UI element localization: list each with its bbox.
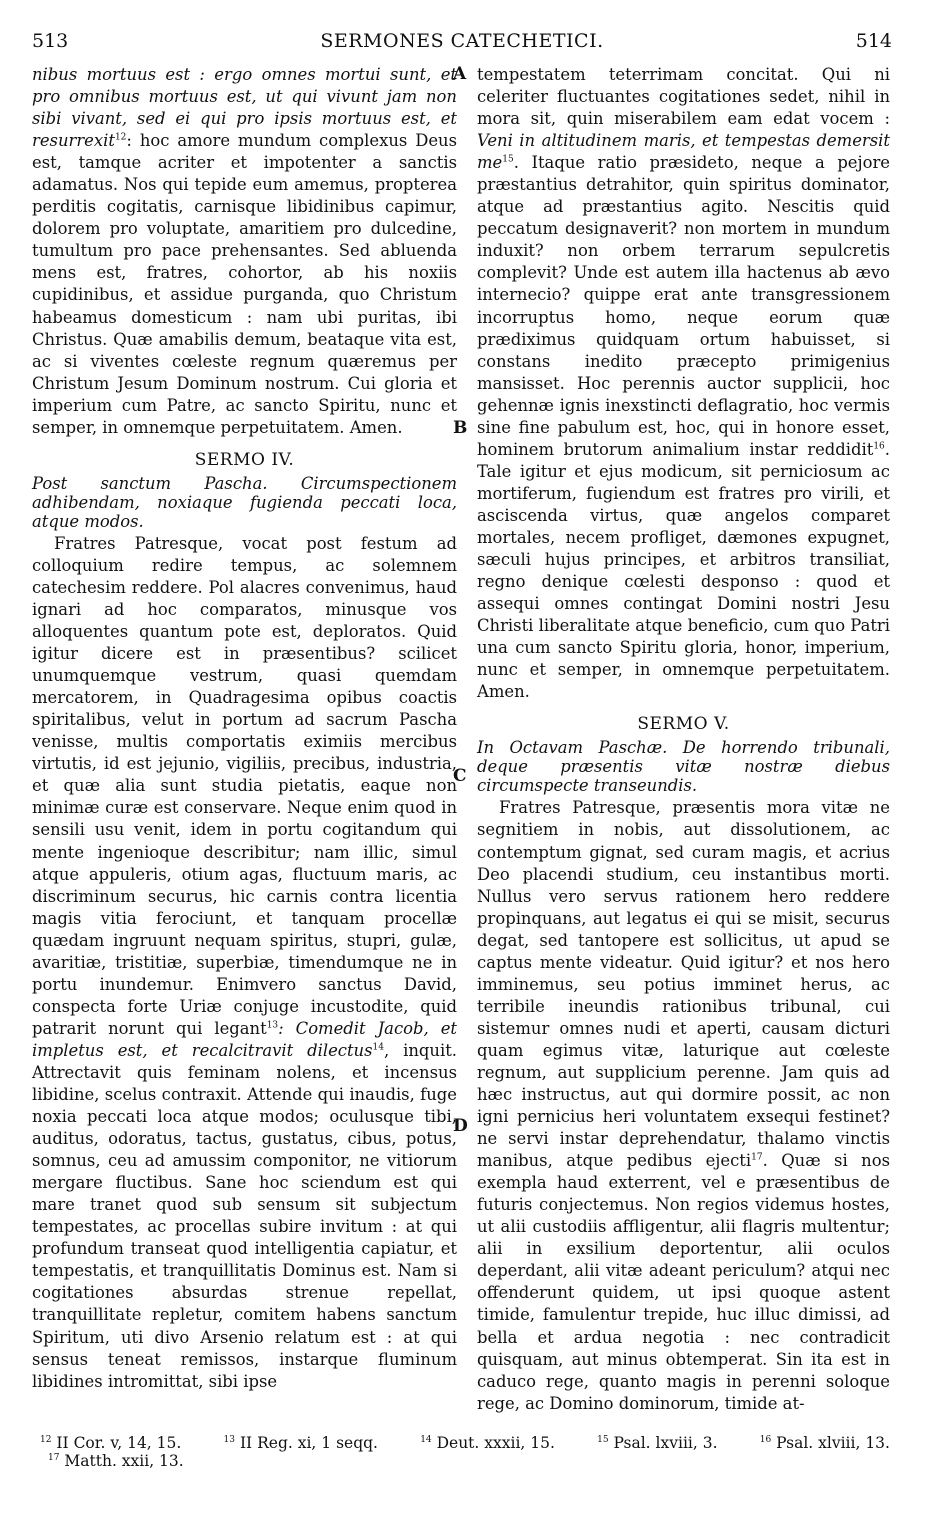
footnote-text: II Reg. xi, 1 seqq. <box>239 1434 378 1452</box>
left-paragraph-2 <box>32 533 457 1393</box>
sermo-v-subtitle: In Octavam Paschæ. De horrendo tribunali, deque præsentis vitæ nostræ diebus circumspecte transeundis. <box>477 738 890 796</box>
left-paragraph-1 <box>32 64 457 439</box>
footnote-15 <box>597 1434 717 1452</box>
body-text: tempestatem teterrimam concitat. Qui ni celeriter fluctuantes cogitationes sedet, nihil in mora sit, quin miserabilem eam edat vocem : <box>477 65 890 129</box>
running-title: SERMONES CATECHETICI. <box>320 30 604 52</box>
footnote-text: Psal. lxviii, 3. <box>613 1434 718 1452</box>
footnote-14 <box>420 1434 555 1452</box>
margin-marker-a: A <box>453 64 467 84</box>
scripture-quote: nibus mortuus est : ergo omnes mortui sunt, et pro omnibus mortuus est, ut qui vivunt jam non sibi vivant, sed ei qui pro ipsis mortuus est, et resurrexit <box>32 65 457 151</box>
body-text: . Tale igitur et ejus modicum, sit perniciosum ac mortiferum, fugiendum est fratres pro virili, et asciscenda virtus, quæ angelos comparet mortales, necem profliget, dæmones expugnet, sæculi hujus principes, et arbitros transiliat, regno denique cœlesti desponso : quod et assequi omnes contingat Domini nostri Jesu Christi liberalitate atque beneficio, cum quo Patri una cum sancto Spiritu gloria, honor, imperium, nunc et semper, in omnemque perpetuitatem. Amen. <box>477 439 890 702</box>
footnote-16 <box>760 1434 890 1452</box>
body-text: Fratres Patresque, præsentis mora vitæ ne segnitiem in nobis, aut dissolutionem, ac contemptum gignat, sed curam magis, et acrius Deo placendi studium, ceu instantibus morti. Nullus vero servus rationem hero reddere propinquans, aut legatus ei qui se misit, securus degat, sed tantopere est sollicitus, ut apud se captus mente videatur. Quid igitur? et nos hero imminemus, seu potius imminet herus, ac terribile ineundis rationibus tribunal, cui sistemur omnes nudi et aperti, causam dicturi quam egimus vitæ, laturique aut cœleste regnum, aut supplicium perenne. Jam quis ad hæc instructus, aut qui dormire possit, ac non igni pernicius heri voluntatem exsequi festinet? ne servi instar deprehendatur, thalamo vinctis manibus, atque pedibus ejecti <box>477 798 890 1171</box>
footnote-text: Matth. xxii, 13. <box>64 1452 184 1470</box>
running-header <box>32 30 892 62</box>
body-text: . Itaque ratio præsideto, neque a pejore præstantius detrahitor, quin spiritus dominator, atque ad præstantius agito. Nescitis quid peccatum designaverit? non mortem in mundum induxit? non orbem terrarum sepulcretis complevit? Unde est autem illa hactenus ab ævo internecio? quippe erat ante transgressionem incorruptus homo, neque eorum quæ prædiximus quidquam ortum habuisset, si constans inedito præcepto primigenius mansisset. Hoc perennis auctor supplicii, hoc gehennæ ignis inexstincti deflagratio, hoc vermis sine fine pabulum est, hoc, qui in honore esset, hominem brutorum animalium instar reddidit <box>477 153 890 459</box>
page-number-right: 514 <box>855 30 892 52</box>
sermo-iv-title: SERMO IV. <box>194 449 295 470</box>
footnote-number: 15 <box>597 1434 609 1445</box>
footnote-ref: 12 <box>114 132 127 143</box>
footnote-text: Deut. xxxii, 15. <box>436 1434 555 1452</box>
right-column <box>477 64 890 1415</box>
footnote-ref: 16 <box>873 441 885 452</box>
footnote-ref: 15 <box>502 154 514 165</box>
footnotes <box>40 1434 890 1470</box>
footnote-text: II Cor. v, 14, 15. <box>56 1434 182 1452</box>
footnote-text: Psal. xlviii, 13. <box>776 1434 890 1452</box>
page-number-left: 513 <box>32 30 69 52</box>
body-text: . Quæ si nos exempla haud exterrent, vel e præsentibus de futuris conjectemus. Non regios videmus hostes, ut alii custodiis affligentur, alii flagris multentur; alii in exsilium deportentur, alii oculos deperdant, alii vitæ adeant periculum? atqui nec offenderunt quidem, ut ipsi quoque astent timide, famulentur trepide, huc illuc dimissi, ad bella et ardua negotia : nec contradicit quisquam, aut minus obtemperat. Sin ita est in caduco rege, quanto magis in perenni soloque rege, ac Domino dominorum, timide at- <box>477 1151 890 1413</box>
margin-marker-d: D <box>453 1116 468 1136</box>
scripture-quote: Veni in altitudinem maris, et tempestas demersit me <box>477 131 890 173</box>
body-text: : hoc amore mundum complexus Deus est, tamque acriter et impotenter a sanctis adamatus. Nos qui tepide eum amemus, propterea perditis cogitatis, carnisque libidinibus capimur, dolorem pro voluptate, amaritiem pro dulcedine, tumultum pro pace prehensantes. Sed abluenda mens est, fratres, cohortor, ab his noxiis cupidinibus, et assidue purganda, quo Christum habeamus domesticum : nam ubi puritas, ibi Christus. Quæ amabilis demum, beataque vita est, ac si viventes cœleste regnum quæremus per Christum Jesum Dominum nostrum. Cui gloria et imperium cum Patre, ac sancto Spiritu, nunc et semper, in omnemque perpetuitatem. Amen. <box>32 131 457 437</box>
footnote-ref: 14 <box>372 1042 384 1053</box>
scripture-quote: : Comedit Jacob, et impletus est, et recalcitravit dilectus <box>32 1018 457 1060</box>
footnote-number: 17 <box>48 1452 60 1463</box>
footnote-number: 16 <box>759 1434 772 1445</box>
footnote-row <box>40 1434 890 1452</box>
footnote-17 <box>48 1452 184 1470</box>
footnote-12 <box>40 1434 181 1452</box>
left-column <box>32 64 457 1393</box>
right-paragraph-1 <box>477 64 890 703</box>
body-text: Fratres Patresque, vocat post festum ad colloquium redire tempus, ac solemnem catechesim reddere. Pol alacres convenimus, haud ignari ad hoc comparatos, minusque vos alloquentes quantum pote est, deploratos. Quid igitur dicere est in præsentibus? scilicet unumquemque vestrum, quasi quemdam mercatorem, in Quadragesima opibus coactis spiritalibus, velut in portum ad sacrum Pascha venisse, multis comportatis eximiis mercibus virtutis, id est jejunio, vigiliis, precibus, industria, et quæ alia sunt studia pietatis, eaque non minimæ curæ est conservare. Neque enim quod in sensili usu venit, idem in portu cogitandum qui mente ingenioque describitur; nam illic, simul atque appuleris, otium agas, fluctuum maris, ac discriminum securus, hic carnis contra licentia magis vitia ferociunt, et tanquam procellæ quædam ingruunt nequam spiritus, stupri, gulæ, avaritiæ, tristitiæ, superbiæ, timendumque ne in portu inundemur. Enimvero sanctus David, conspecta forte Uriæ conjuge incustodite, quid patrarit norunt qui legant <box>32 533 457 1038</box>
footnote-number: 13 <box>223 1434 235 1445</box>
footnote-ref: 17 <box>751 1152 763 1163</box>
sermo-v-title: SERMO V. <box>637 714 730 735</box>
footnote-row <box>40 1452 890 1470</box>
footnote-number: 12 <box>40 1434 52 1445</box>
sermo-iv-subtitle: Post sanctum Pascha. Circumspectionem adhibendam, noxiaque fugienda peccati loca, atque modos. <box>32 473 457 531</box>
footnote-ref: 13 <box>266 1020 279 1031</box>
footnote-13 <box>224 1434 378 1452</box>
margin-marker-c: C <box>453 766 467 786</box>
margin-marker-b: B <box>453 418 468 438</box>
right-paragraph-2 <box>477 797 890 1414</box>
footnote-number: 14 <box>420 1434 432 1445</box>
body-text: , inquit. Attrectavit quis feminam nolens, et incensus libidine, scelus contraxit. Attende qui inaudis, fuge noxia peccati loca atque modos; oculusque tibi, auditus, odoratus, tactus, gustatus, cibus, potus, somnus, ceu ad amussim componitor, ne vitiorum mergare fluctibus. Sane hoc sciendum est qui mare tranet quod sub sensum sit subjectum tempestates, ac procellas subire invitum : at qui profundum transeat quod intelligentia capiatur, et tempestatis, et tranquillitatis Dominus est. Nam si cogitationes absurdas strenue repellat, tranquillitate repletur, comitem habens sanctum Spiritum, uti divo Arsenio relatum est : at qui sensus teneat remissos, instarque fluminum libidines intromittat, sibi ipse <box>32 1040 457 1391</box>
